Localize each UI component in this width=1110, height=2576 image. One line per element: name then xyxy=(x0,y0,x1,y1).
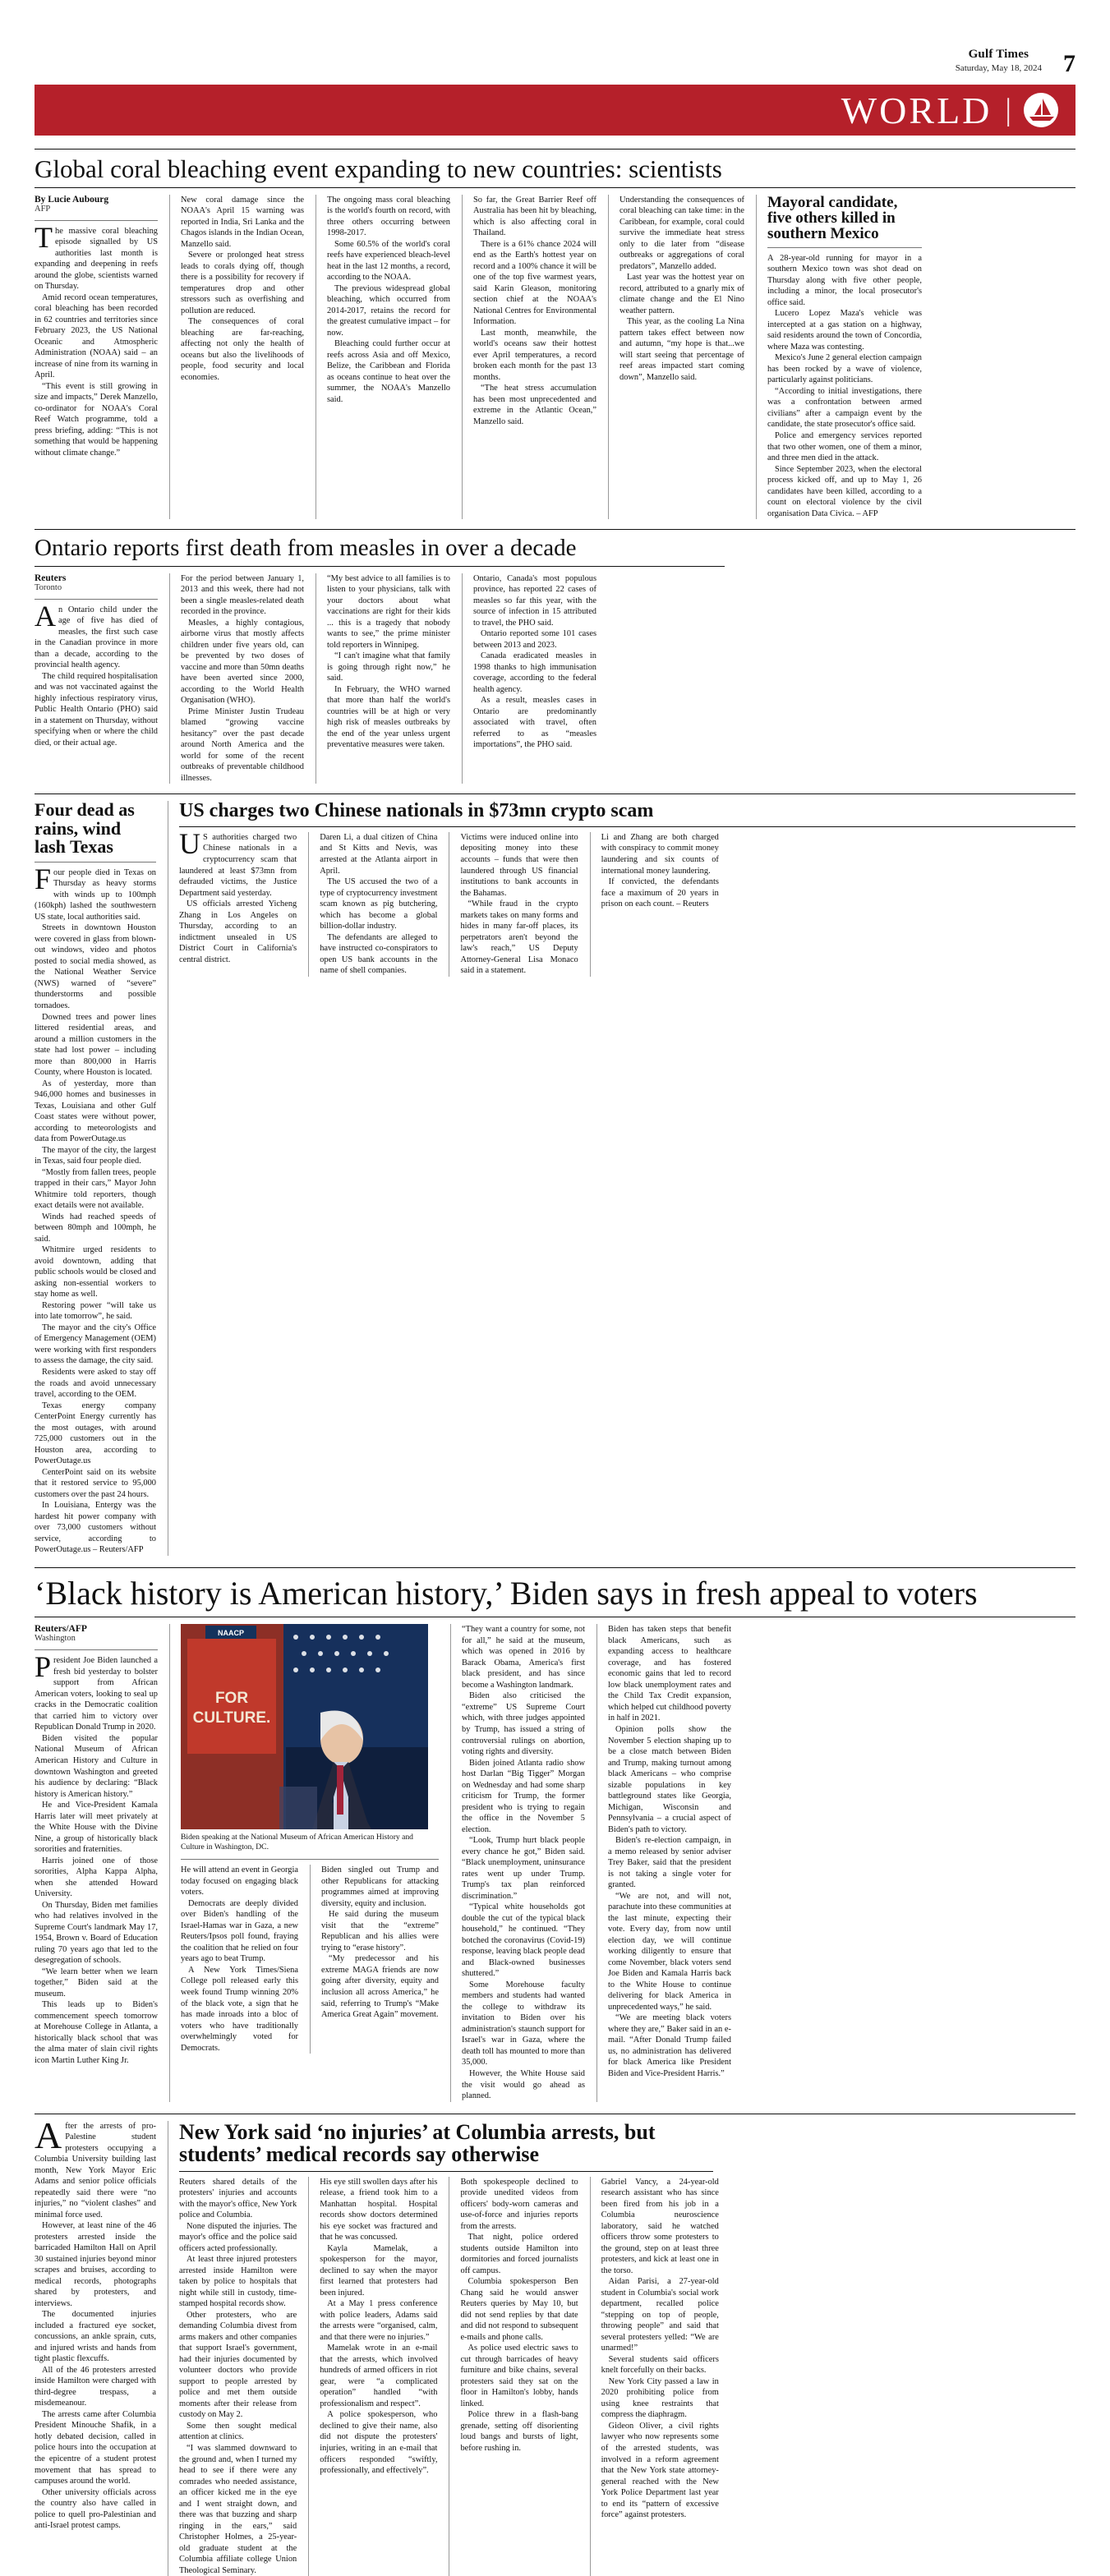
biden-photo-caption: Biden speaking at the National Museum of African American History and Culture in Washington, DC. xyxy=(181,1833,413,1852)
lead-paragraph: This year, as the cooling La Nina pattern takes effect between now and autumn, “my hope is that...we will start seeing that percentage of reef areas impacted start coming down”, Manzello said. xyxy=(619,317,744,382)
columbia-paragraph: Kayla Mamelak, a spokesperson for the mayor, declined to say when the mayor first learned that protesters had been injured. xyxy=(320,2243,438,2298)
columbia-paragraph: The documented injuries included a fractured eye socket, concussions, an ankle sprain, cuts, and injured wrists and hands from tight plastic flexcuffs. xyxy=(35,2310,156,2364)
biden-paragraph: “Typical white households got double the cut of the typical black household,” he continued. “They botched the coronavirus (Covid-19) response, leaving black people dead and Black-owned businesses shuttered.” xyxy=(462,1902,585,1979)
biden-paragraph: This leads up to Biden's commencement speech tomorrow at Morehouse College in Atlanta, a historically black school that was the alma mater of slain civil rights icon Martin Luther King Jr. xyxy=(35,2000,158,2065)
lead-paragraph: Bleaching could further occur at reefs across Asia and off Mexico, Belize, the Caribbean and Florida as oceans continue to heat over the summer, the NOAA's Manzello said. xyxy=(327,339,450,404)
texas-paragraph: In Louisiana, Entergy was the hardest hit power company with over 73,000 customers without service, according to PowerOutage.us – Reuters/AFP xyxy=(35,1501,156,1555)
columbia-paragraph: Gideon Oliver, a civil rights lawyer who now represents some of the arrested students, was involved in a reform agreement that the New York state attorney-general reached with the New York Police Department last year to end its “pattern of excessive force” against protesters. xyxy=(601,2421,719,2520)
biden-col-3 xyxy=(450,1624,585,2101)
columbia-paragraph: Several students said officers knelt forcefully on their backs. xyxy=(601,2354,719,2376)
biden-paragraph: “We are not, and will not, parachute into these communities at the last minute, expecting their vote. Every day, from now until election day, we will continue working diligently to ensure that come November, black voters send Joe Biden and Kamala Harris back to the White House to continue delivering for black America in unprecedented ways,” he said. xyxy=(608,1891,731,2012)
crypto-paragraph: “While fraud in the crypto markets takes on many forms and hides in many far-off places, its perpetrators aren't beyond the law's reach,” US Deputy Attorney-General Lisa Monaco said in a statement. xyxy=(460,899,578,976)
measles-paragraph: The child required hospitalisation and was not vaccinated against the highly infectious respiratory virus, Public Health Ontario (PHO) said in a statement on Thursday, without specifying when or where the child died, or their actual age. xyxy=(35,671,158,748)
texas-story xyxy=(35,801,156,1555)
crypto-paragraph: Li and Zhang are both charged with conspiracy to commit money laundering and six counts of international money laundering. xyxy=(601,832,719,876)
texas-paragraph: “Mostly from fallen trees, people trapped in their cars,” Mayor John Whitmire told reporters, though exact details were not available. xyxy=(35,1167,156,1211)
columbia-columns xyxy=(35,2114,1075,2576)
mexico-headline: Mayoral candidate, five others killed in southern Mexico xyxy=(767,193,898,243)
biden-col-0 xyxy=(35,1624,158,2101)
mexico-paragraph: Since September 2023, when the electoral process kicked off, and up to May 1, 26 candidates have been killed, according to a count on electoral violence by the civil organisation Data Civica. – AFP xyxy=(767,464,922,518)
texas-paragraph: As of yesterday, more than 946,000 homes and businesses in Texas, Louisiana and other Gulf Coast states were without power, according to meteorologists and data from PowerOutage.us xyxy=(35,1079,156,1144)
biden-photo xyxy=(181,1624,428,1829)
texas-paragraph: Whitmire urged residents to avoid downtown, adding that public schools would be closed and asking non-essential workers to stay home as well. xyxy=(35,1245,156,1300)
measles-paragraph: Prime Minister Justin Trudeau blamed “growing vaccine hesitancy” over the past decade around North America and the world for some of the recent outbreaks of preventable childhood illnesses. xyxy=(181,706,304,783)
columbia-body-columns xyxy=(179,2177,1075,2576)
columbia-paragraph: At least three injured protesters arrested inside Hamilton were taken by police to hospitals that night while still in custody, time-stamped hospital records show. xyxy=(179,2255,297,2309)
lead-paragraph: Last year was the hottest year on record, attributed to a gnarly mix of climate change and the El Nino weather pattern. xyxy=(619,273,744,315)
biden-paragraph: “Look, Trump hurt black people every chance he got,” Biden said. “Black unemployment, uninsurance rates went up under Trump. Trump's tax plan reinforced discrimination.” xyxy=(462,1836,585,1901)
measles-col-0 xyxy=(35,573,158,784)
crypto-paragraph: The defendants are alleged to have instructed co-conspirators to open US bank accounts in the name of shell companies. xyxy=(320,932,438,976)
texas-paragraph: CenterPoint said on its website that it restored service to 95,000 customers over the past 24 hours. xyxy=(35,1467,156,1499)
mexico-paragraph: “According to initial investigations, there was a confrontation between armed civilians” after a campaign event by the candidate, the state prosecutor's office said. xyxy=(767,386,922,430)
crypto-paragraph: If convicted, the defendants face a maximum of 20 years in prison on each count. – Reuters xyxy=(601,877,719,909)
texas-paragraph: Streets in downtown Houston were covered in glass from blown-out windows, video and photos posted to social media showed, as the National Weather Service (NWS) warned of “severe” thunderstorms and possible tornadoes. xyxy=(35,923,156,1010)
columbia-col-1 xyxy=(179,2177,297,2576)
measles-paragraph: An Ontario child under the age of five has died of measles, the first such case in the Canadian province in more than a decade, according to the provincial health agency. xyxy=(35,599,158,670)
mexico-paragraph: Police and emergency services reported that two other women, one of them a minor, and three men died in the attack. xyxy=(767,430,922,463)
band-divider: | xyxy=(1005,93,1011,127)
biden-rule-top xyxy=(35,1567,1075,1568)
measles-paragraph: Ontario, Canada's most populous province, has reported 22 cases of measles so far this year, with the source of infection in 15 attributed to travel, the PHO said. xyxy=(473,573,596,628)
columbia-paragraph: Gabriel Vancy, a 24-year-old research assistant who has since been fired from his job in a Columbia neuroscience laboratory, said he watched officers throw some protesters to the ground, step on at least three protesters, and kick at least one in the torso. xyxy=(601,2177,719,2275)
publication-title: Gulf Times xyxy=(968,48,1029,61)
biden-paragraph: He will attend an event in Georgia today focused on engaging black voters. xyxy=(181,1865,298,1898)
lead-col-3 xyxy=(462,195,596,520)
crypto-paragraph: The US accused the two of a type of cryptocurrency investment scam known as pig butchering, which has become a global billion-dollar industry. xyxy=(320,877,438,932)
crypto-paragraph: US authorities charged two Chinese nationals in a cryptocurrency scam that laundered at least $73mn from defrauded victims, the Justice Department said yesterday. xyxy=(179,826,297,898)
measles-paragraph: As a result, measles cases in Ontario are predominantly associated with travel, often referred to as “measles importations”, the PHO said. xyxy=(473,696,596,750)
mid-columns xyxy=(35,801,1075,1555)
lead-columns xyxy=(35,195,1075,520)
lead-paragraph: There is a 61% chance 2024 will end as the Earth's hottest year on record and a 100% chance it will be one of the top five warmest years, said Karin Gleason, monitoring section chief at the NOAA's National Centres for Environmental Information. xyxy=(473,239,596,327)
columbia-paragraph: However, at least nine of the 46 protesters arrested inside the barricaded Hamilton Hall on April 30 sustained injuries beyond minor scrapes and bruises, according to medical records, photographs shared by protesters, and interviews. xyxy=(35,2221,156,2308)
measles-rule-top xyxy=(35,529,1075,530)
columbia-col-0 xyxy=(35,2114,156,2576)
biden-photo-col xyxy=(169,1624,439,2101)
columbia-col-3 xyxy=(449,2177,578,2576)
masthead xyxy=(35,0,1075,77)
biden-paragraph: Democrats are deeply divided over Biden's handling of the Israel-Hamas war in Gaza, a new Reuters/Ipsos poll found, fraying the coalition that he relied on four years ago to beat Trump. xyxy=(181,1898,298,1964)
measles-col-3 xyxy=(462,573,596,784)
columbia-main xyxy=(168,2121,1075,2576)
texas-paragraph: Downed trees and power lines littered residential areas, and around a million customers in the state had lost power – including more than 800,000 in Harris County, where Houston is located. xyxy=(35,1012,156,1078)
biden-paragraph: However, the White House said the visit would go ahead as planned. xyxy=(462,2068,585,2101)
crypto-col-1 xyxy=(308,832,437,977)
lead-paragraph: The consequences of coral bleaching are far-reaching, affecting not only the health of oceans but also the livelihoods of people, food security and local economies. xyxy=(181,317,304,382)
crypto-paragraph: US officials arrested Yicheng Zhang in Los Angeles on Thursday, according to an indictment unsealed in US District Court in California's central district. xyxy=(179,899,297,964)
texas-paragraph: Restoring power “will take us into late tomorrow”, he said. xyxy=(35,1300,156,1322)
texas-paragraph: Winds had reached speeds of between 80mph and 100mph, he said. xyxy=(35,1212,156,1244)
crypto-paragraph: Daren Li, a dual citizen of China and St Kitts and Nevis, was arrested at the Atlanta airport in April. xyxy=(320,832,438,876)
columbia-col-2 xyxy=(308,2177,437,2576)
columbia-paragraph: None disputed the injuries. The mayor's office and the police said officers acted professionally. xyxy=(179,2221,297,2253)
lead-paragraph: “This event is still growing in size and impacts,” Derek Manzello, co-ordinator for NOAA's Coral Reef Watch programme, told a press briefing, adding: “This is not something that would be happening without climate change.” xyxy=(35,381,158,458)
measles-paragraph: “My best advice to all families is to listen to your physicians, talk with your doctors about what vaccinations are right for their kids ... this is a tragedy that nobody wants to see,” the prime minister told reporters in Winnipeg. xyxy=(327,573,450,650)
columbia-paragraph: “I was slammed downward to the ground and, when I turned my head to see if there were any comrades who needed assistance, an officer kicked me in the eye and I went straight down, and there was that buzzing and sharp ringing in the ears,” said Christopher Holmes, a 25-year-old graduate student at the Columbia affiliate college Union Theological Seminary. xyxy=(179,2444,297,2575)
crypto-col-0 xyxy=(179,826,297,977)
columbia-paragraph: Reuters shared details of the protesters' injuries and accounts with the mayor's office, New York police and Columbia. xyxy=(179,2177,297,2220)
masthead-center xyxy=(956,48,1042,73)
lead-col-2 xyxy=(315,195,450,520)
columbia-paragraph: That night, police ordered students outside Hamilton into dormitories and forced journalists off campus. xyxy=(460,2233,578,2275)
biden-paragraph: Biden visited the popular National Museum of African American History and Culture in downtown Washington and greeted his audience by declaring: “Black history is American history.” xyxy=(35,1733,158,1799)
crypto-headline: US charges two Chinese nationals in $73mn crypto scam xyxy=(179,800,654,822)
lead-paragraph: Amid record ocean temperatures, coral bleaching has been recorded in 62 countries and territories since February 2023, the US National Oceanic and Atmospheric Administration (NOAA) said – an increase of nine from its warning in April. xyxy=(35,292,158,380)
svg-text:FOR: FOR xyxy=(214,1690,249,1708)
texas-headline: Four dead as rains, wind lash Texas xyxy=(35,799,135,858)
columbia-paragraph: As police used electric saws to cut through barricades of heavy furniture and bike chains, several protesters said they sat on the floor in Hamilton's lobby, hands linked. xyxy=(460,2344,578,2408)
lead-paragraph: Understanding the consequences of coral bleaching can take time: in the Caribbean, for example, coral could survive the immediate heat stress only to die later from “disease outbreaks or aggregations of coral predators”, Manzello added. xyxy=(619,195,744,271)
biden-paragraph: “We are meeting black voters where they are,” Baker said in an e-mail. “After Donald Trump failed us, no administration has delivered for black America like President Biden and Vice-President Harris.” xyxy=(608,2013,731,2078)
biden-paragraph: He and Vice-President Kamala Harris later will meet privately at the White House with the Divine Nine, a group of historically black sororities and fraternities. xyxy=(35,1801,158,1855)
measles-byline: Reuters xyxy=(35,573,67,583)
columbia-paragraph: New York City passed a law in 2020 prohibiting police from using knee restraints that compress the diaphragm. xyxy=(601,2376,719,2420)
biden-paragraph: Biden has taken steps that benefit black Americans, such as expanding access to healthcare coverage, and has fostered economic gains that led to record low black unemployment rates and the Child Tax Credit expansion, which helped cut childhood poverty in half in 2021. xyxy=(608,1625,731,1723)
biden-paragraph: Harris joined one of those sororities, Alpha Kappa Alpha, when she attended Howard University. xyxy=(35,1856,158,1899)
lead-paragraph: New coral damage since the NOAA's April 15 warning was reported in India, Sri Lanka and the Chagos islands in the Indian Ocean, Manzello said. xyxy=(181,195,304,249)
section-band xyxy=(35,85,1075,136)
crypto-col-3 xyxy=(590,832,719,977)
biden-paragraph: Opinion polls show the November 5 election shaping up to be a close match between Biden and Trump, making turnout among black Americans – who comprise sizable populations in key battleground states like Georgia, Michigan, Wisconsin and Pennsylvania – a crucial aspect of Biden's path to victory. xyxy=(608,1725,731,1834)
biden-paragraph: Biden joined Atlanta radio show host Darlan “Big Tigger” Morgan on Wednesday and had some sharp criticism for Trump, the former president who is trying to regain the office in the November 5 election. xyxy=(462,1758,585,1834)
lead-paragraph: The ongoing mass coral bleaching is the world's fourth on record, with three others occurring between 1998-2017. xyxy=(327,195,450,238)
lead-paragraph: Some 60.5% of the world's coral reefs have experienced bleach-level heat in the last 12 months, a record, according to the NOAA. xyxy=(327,239,450,283)
measles-paragraph: Ontario reported some 101 cases between 2013 and 2023. xyxy=(473,629,596,650)
columbia-paragraph: A police spokesperson, who declined to give their name, also did not dispute the protesters' injuries, writing in an e-mail that officers responded “swiftly, professionally, and effectively”. xyxy=(320,2410,438,2476)
publication-date: Saturday, May 18, 2024 xyxy=(955,63,1042,73)
lead-paragraph: The previous widespread global bleaching, which occurred from 2014-2017, retains the record for the greatest cumulative impact – for now. xyxy=(327,283,450,338)
measles-paragraph: In February, the WHO warned that more than half the world's countries will be at high or very high risk of measles outbreaks by the end of the year unless urgent preventative measures were taken. xyxy=(327,684,450,750)
biden-paragraph: “They want a country for some, not for all,” he said at the museum, which was opened in 2016 by Barack Obama, America's first black president, and has since become a Washington landmark. xyxy=(462,1625,585,1690)
measles-paragraph: For the period between January 1, 2013 and this week, there had not been a single measles-related death recorded in the province. xyxy=(181,573,304,617)
biden-paragraph: A New York Times/Siena College poll released early this week found Trump winning 20% of the black vote, a sign that he has made inroads into a bloc of voters who have traditionally overwhelmingly voted for Democrats. xyxy=(181,1965,298,2053)
lead-col-0 xyxy=(35,195,158,520)
texas-paragraph: Residents were asked to stay off the roads and avoid unnecessary travel, according to the OEM. xyxy=(35,1368,156,1400)
biden-col-1 xyxy=(181,1865,298,2054)
columbia-paragraph: The arrests came after Columbia President Minouche Shafik, in a hotly debated decision, called in police hours into the occupation at the epicentre of a student protest movement that has spread to campuses around the world. xyxy=(35,2409,156,2486)
texas-paragraph: Texas energy company CenterPoint Energy currently has the most outages, with around 725,000 customers out in the Houston area, according to PowerOutage.us xyxy=(35,1401,156,1466)
columbia-paragraph: Columbia spokesperson Ben Chang said he would answer Reuters queries by May 10, but did not send replies by that date and did not respond to subsequent e-mails and phone calls. xyxy=(460,2277,578,2342)
measles-byline-org: Toronto xyxy=(35,582,62,592)
biden-paragraph: He said during the museum visit that the “extreme” Republican and his allies were trying to “erase history”. xyxy=(321,1910,439,1953)
columbia-col-4 xyxy=(590,2177,719,2576)
measles-rule-bottom xyxy=(35,566,725,567)
columbia-paragraph: Both spokespeople declined to provide unedited videos from officers' body-worn cameras and use-of-force and injuries reports from the arrests. xyxy=(460,2177,578,2231)
section-title: WORLD xyxy=(841,89,993,131)
biden-paragraph: Biden also criticised the “extreme” US Supreme Court which, with three judges appointed by Trump, has issued a string of controversial rulings on abortion, voting rights and diversity. xyxy=(462,1691,585,1757)
biden-paragraph: Biden's re-election campaign, in a memo released by senior adviser Trey Baker, said that the president is not taking a single voter for granted. xyxy=(608,1836,731,1890)
columbia-paragraph: His eye still swollen days after his release, a friend took him to a Manhattan hospital. Hospital records show doctors determined his eye socket was fractured and that he was concussed. xyxy=(320,2177,438,2242)
columbia-paragraph: All of the 46 protesters arrested inside Hamilton were charged with third-degree trespass, a misdemeanour. xyxy=(35,2365,156,2408)
crypto-paragraph: Victims were induced online into depositing money into these accounts – funds that were then laundered through US financial institutions to bank accounts in the Bahamas. xyxy=(460,832,578,898)
columbia-paragraph: Aidan Parisi, a 27-year-old student in Columbia's social work department, recalled police “stepping on top of people, throwing people” and said that several protesters yelled: “We are unarmed!” xyxy=(601,2277,719,2353)
biden-headline: ‘Black history is American history,’ Biden says in fresh appeal to voters xyxy=(35,1574,978,1612)
measles-col-1 xyxy=(169,573,304,784)
texas-paragraph: The mayor of the city, the largest in Texas, said four people died. xyxy=(35,1145,156,1166)
biden-paragraph: “My predecessor and his extreme MAGA friends are now going after diversity, equity and inclusion all across America,” he said, referring to Trump's “Make America Great Again” movement. xyxy=(321,1954,439,2020)
measles-headline: Ontario reports first death from measles in over a decade xyxy=(35,535,577,562)
biden-paragraph: On Thursday, Biden met families who had relatives involved in the Supreme Court's landmark May 17, 1954, Brown v. Board of Education ruling 70 years ago that led to the desegregation of schools. xyxy=(35,1900,158,1966)
texas-paragraph: Four people died in Texas on Thursday as heavy storms with winds up to 100mph (160kph) lashed the southwestern US state, local authorities said. xyxy=(35,862,156,922)
measles-col-2 xyxy=(315,573,450,784)
mexico-story xyxy=(756,195,922,520)
lead-rule-bottom xyxy=(35,187,1075,188)
svg-text:CULTURE.: CULTURE. xyxy=(192,1709,271,1727)
columbia-paragraph: Other university officials across the country also have called in police to quell pro-Palestinian and anti-Israel protest camps. xyxy=(35,2487,156,2531)
lead-paragraph: Last month, meanwhile, the world's oceans saw their hottest ever April temperatures, a record broken each month for the past 13 months. xyxy=(473,328,596,382)
lead-col-1 xyxy=(169,195,304,520)
lead-headline: Global coral bleaching event expanding to new countries: scientists xyxy=(35,154,722,183)
lead-paragraph: “The heat stress accumulation has been most unprecedented and extreme in the Atlantic Ocean,” Manzello said. xyxy=(473,384,596,426)
lead-rule-top xyxy=(35,149,1075,150)
lead-paragraph: So far, the Great Barrier Reef off Australia has been hit by bleaching, which is also affecting coral in Thailand. xyxy=(473,195,596,238)
lead-paragraph: The massive coral bleaching episode signalled by US authorities last month is expanding and deepening in reefs around the globe, scientists warned on Thursday. xyxy=(35,220,158,292)
biden-col-4 xyxy=(596,1624,731,2101)
measles-paragraph: Measles, a highly contagious, airborne virus that mostly affects children under five years old, can be prevented by two doses of vaccine and more than 50mn deaths have been averted since 2000, according to the World Health Organisation (WHO). xyxy=(181,618,304,706)
columbia-headline: New York said ‘no injuries’ at Columbia arrests, but students’ medical records say otherwise xyxy=(179,2119,656,2167)
biden-paragraph: Some Morehouse faculty members and students had wanted the college to withdraw its invitation to Biden over his administration's staunch support for Israel's war in Gaza, where the death toll has mounted to more than 35,000. xyxy=(462,1980,585,2068)
crypto-columns xyxy=(179,826,1075,977)
svg-text:NAACP: NAACP xyxy=(217,1629,245,1638)
lead-byline: By Lucie Aubourg xyxy=(35,194,109,205)
mexico-paragraph: A 28-year-old running for mayor in a southern Mexico town was shot dead on Thursday along with five other people, including a minor, the local prosecutor's office said. xyxy=(767,253,922,307)
biden-under-photo-columns xyxy=(181,1865,439,2054)
lead-col-4 xyxy=(608,195,744,520)
mexico-paragraph: Lucero Lopez Maza's vehicle was intercepted at a gas station on a highway, said residents around the town of Concordia, where Maza was contesting. xyxy=(767,309,922,352)
page-number: 7 xyxy=(1063,50,1075,77)
measles-paragraph: Canada eradicated measles in 1998 thanks to high immunisation coverage, according to the federal health agency. xyxy=(473,651,596,694)
biden-paragraph: President Joe Biden launched a fresh bid yesterday to bolster support from African American voters, looking to seal up cracks in the Democratic coalition that carried him to victory over Republican Donald Trump in 2020. xyxy=(35,1650,158,1732)
columbia-paragraph: Other protesters, who are demanding Columbia divest from arms makers and other companies that support Israel's government, had their injuries documented by volunteer doctors who provide support to people arrested by police and met them outside moments after their release from custody on May 2. xyxy=(179,2310,297,2420)
columbia-paragraph: Mamelak wrote in an e-mail that the arrests, which involved hundreds of armed officers in riot gear, were “a complicated operation” handled “with professionalism and respect”. xyxy=(320,2344,438,2408)
biden-paragraph: “We learn better when we learn together,” Biden said at the museum. xyxy=(35,1966,158,1999)
crypto-story xyxy=(168,801,1075,1555)
lead-byline-org: AFP xyxy=(35,204,51,214)
lead-paragraph: Severe or prolonged heat stress leads to corals dying off, though there is a possibility for recovery if temperatures drop and other stressors such as overfishing and pollution are reduced. xyxy=(181,251,304,315)
crypto-col-2 xyxy=(449,832,578,977)
measles-columns xyxy=(35,573,1075,784)
biden-columns xyxy=(35,1624,1075,2101)
biden-paragraph: Biden singled out Trump and other Republicans for attacking programmes aimed at improving diversity, equity and inclusion. xyxy=(321,1865,439,1908)
columbia-paragraph: Some then sought medical attention at clinics. xyxy=(179,2421,297,2442)
mexico-paragraph: Mexico's June 2 general election campaign has been rocked by a wave of violence, particularly against politicians. xyxy=(767,353,922,385)
dhow-logo-icon xyxy=(1023,92,1059,128)
measles-paragraph: “I can't imagine what that family is going through right now,” he said. xyxy=(327,651,450,683)
columbia-paragraph: After the arrests of pro-Palestine student protesters occupying a Columbia University building last month, New York Mayor Eric Adams and senior police officials repeatedly said there were “no injuries,” no “violent clashes” and minimal force used. xyxy=(35,2114,156,2220)
biden-byline-org: Washington xyxy=(35,1634,76,1644)
biden-byline: Reuters/AFP xyxy=(35,1624,87,1635)
columbia-paragraph: At a May 1 press conference with police leaders, Adams said the arrests were “organised, calm, and that there were no injuries.” xyxy=(320,2299,438,2342)
biden-col-2 xyxy=(310,1865,439,2054)
columbia-paragraph: Police threw in a flash-bang grenade, setting off disorienting loud bangs and bursts of light, before rushing in. xyxy=(460,2410,578,2453)
texas-paragraph: The mayor and the city's Office of Emergency Management (OEM) were working with first responders to assess the damage, the city said. xyxy=(35,1322,156,1366)
